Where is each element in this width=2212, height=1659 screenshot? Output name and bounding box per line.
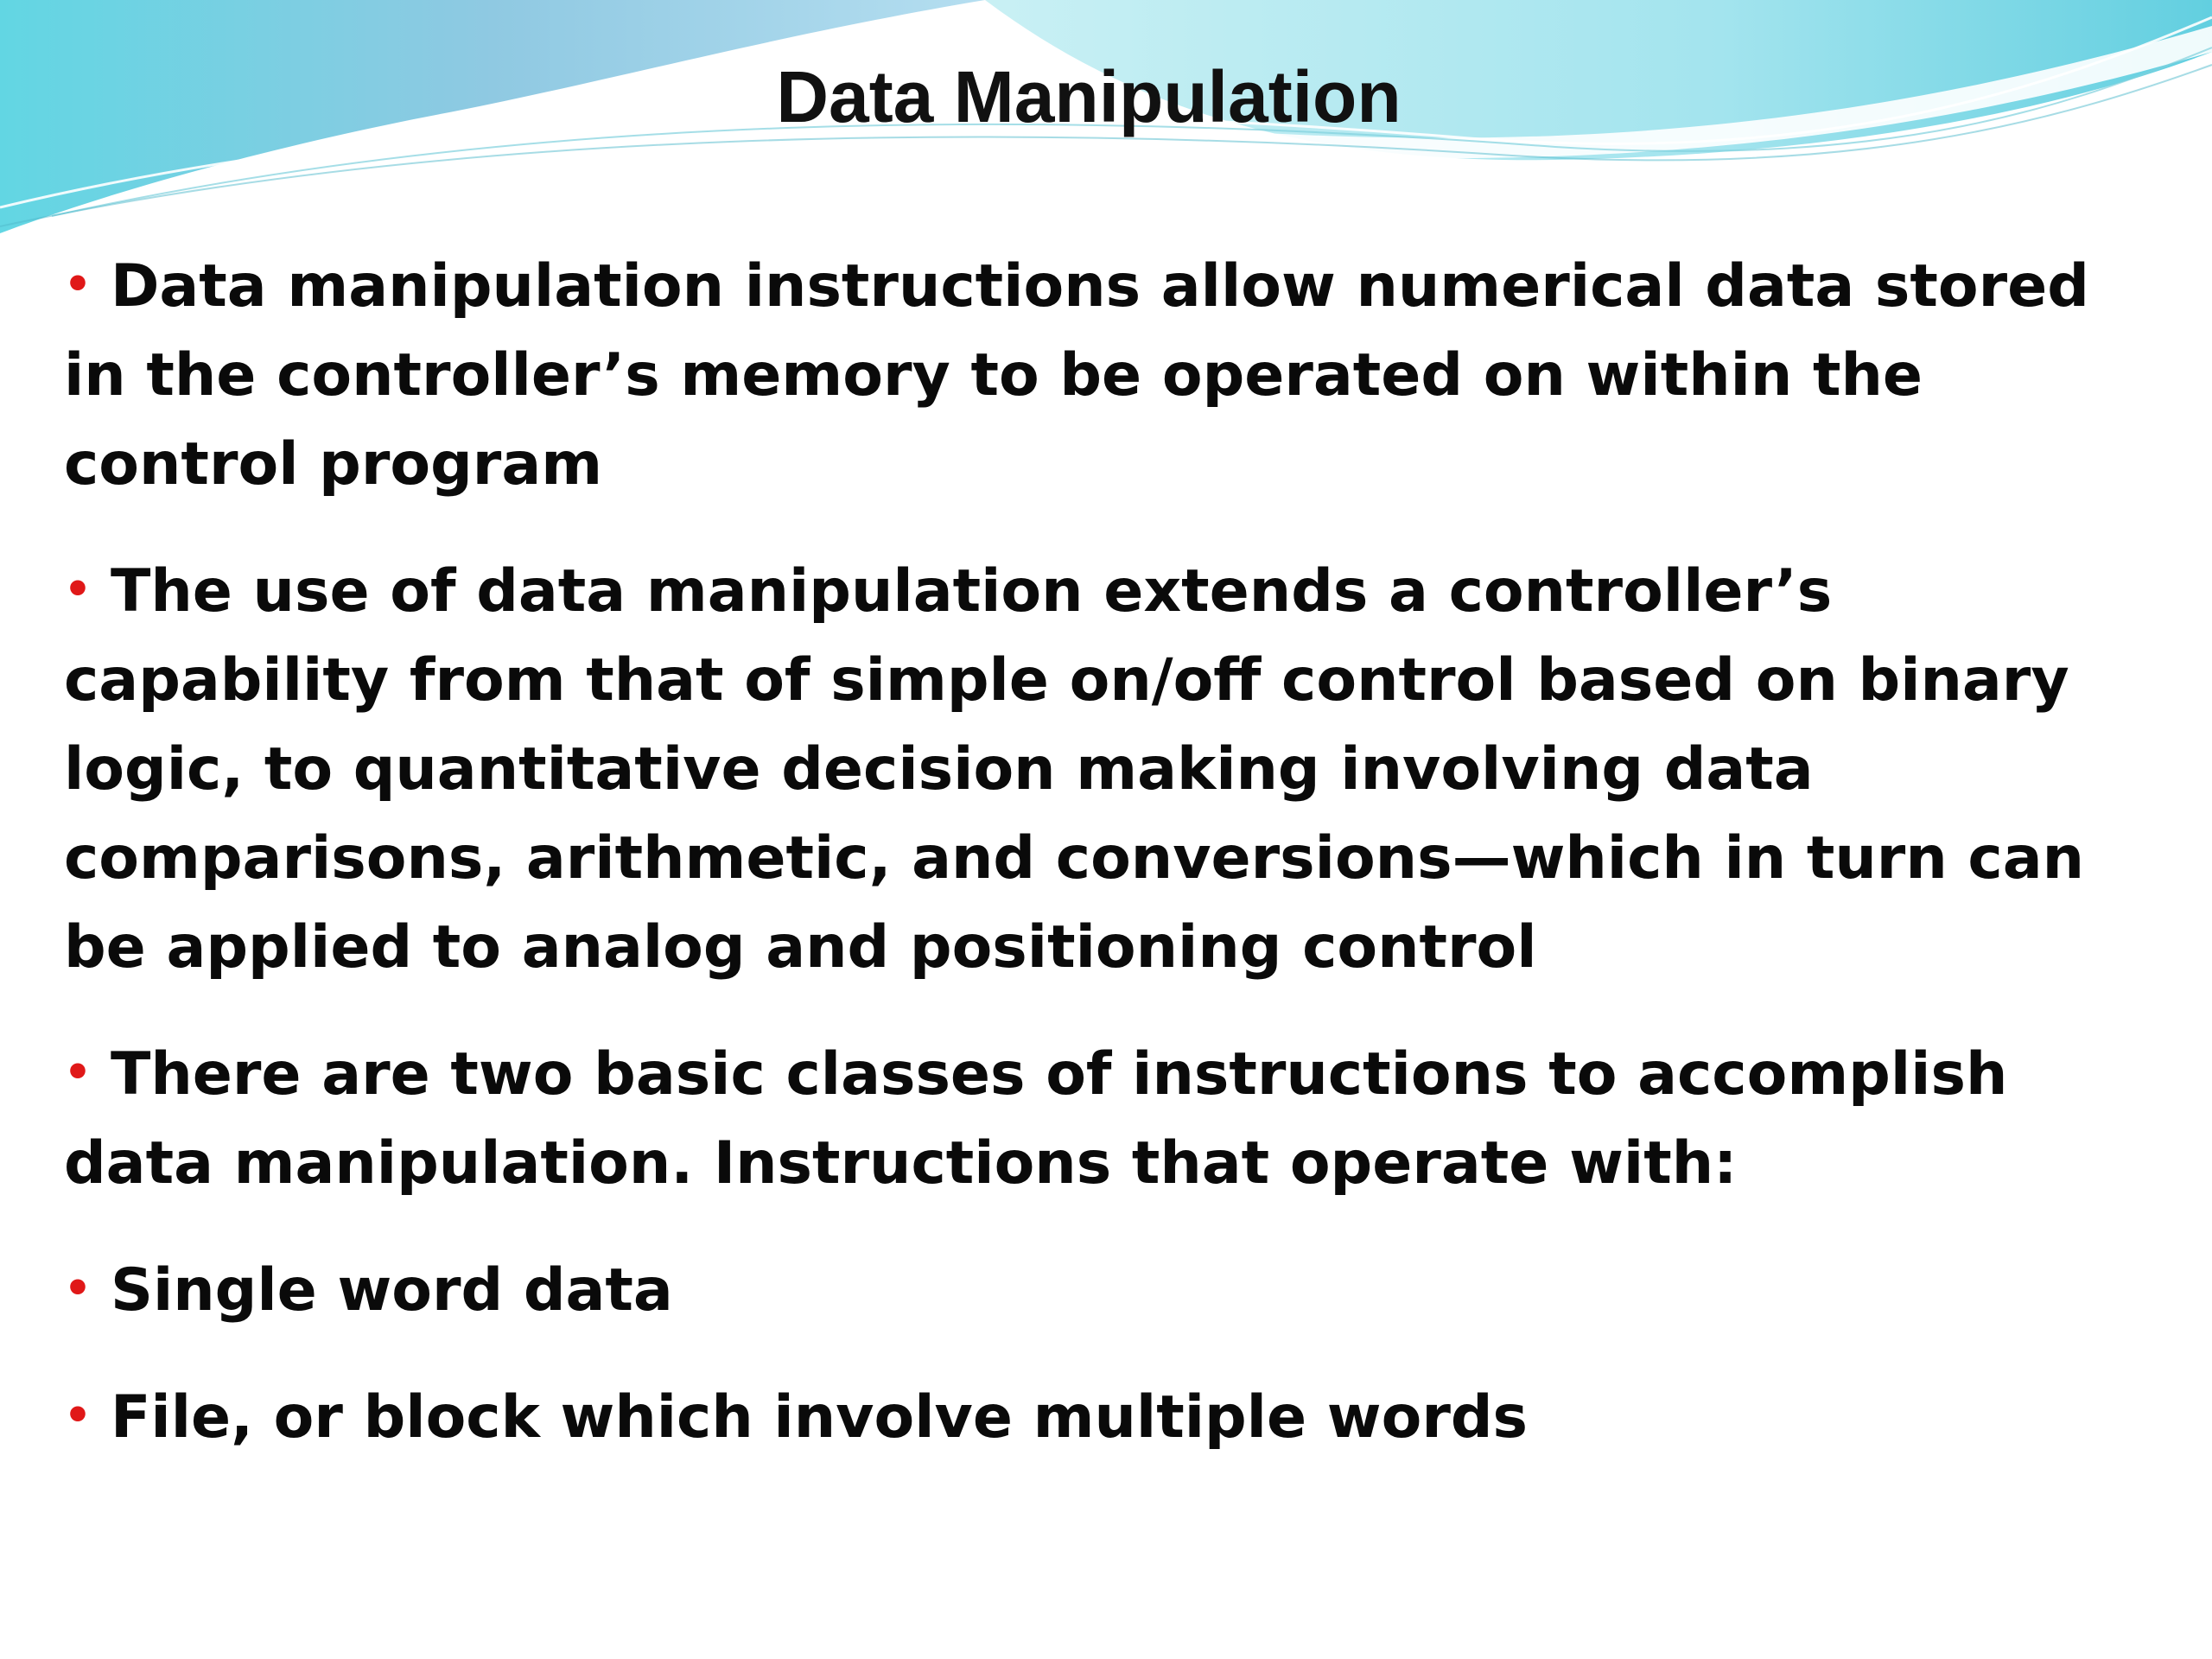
bullet-icon: • [64,1047,92,1097]
bullet-icon: • [64,564,92,614]
bullet-text: File, or block which involve multiple words [110,1383,1529,1452]
bullet-icon: • [64,1263,92,1313]
bullet-item [64,1028,2155,1208]
bullet-item [64,240,2155,509]
bullet-icon: • [64,1390,92,1440]
bullet-item [64,545,2155,992]
bullet-item [64,1371,2155,1462]
bullet-icon: • [64,259,92,309]
bullet-text: There are two basic classes of instructions to accomplish data manipulation. Instructions that operate with: [64,1040,2008,1198]
bullet-text: Data manipulation instructions allow numerical data stored in the controller’s memory to be operated on within the control program [64,252,2089,499]
bullet-item [64,1244,2155,1335]
bullet-list [64,240,2155,1498]
slide-title: Data Manipulation [776,56,1402,137]
bullet-text: The use of data manipulation extends a controller’s capability from that of simple on/off control based on binary logic, to quantitative decision making involving data comparisons, arithmetic, and conversions—which in turn can be applied to analog and positioning control [64,557,2085,982]
bullet-text: Single word data [110,1256,673,1325]
